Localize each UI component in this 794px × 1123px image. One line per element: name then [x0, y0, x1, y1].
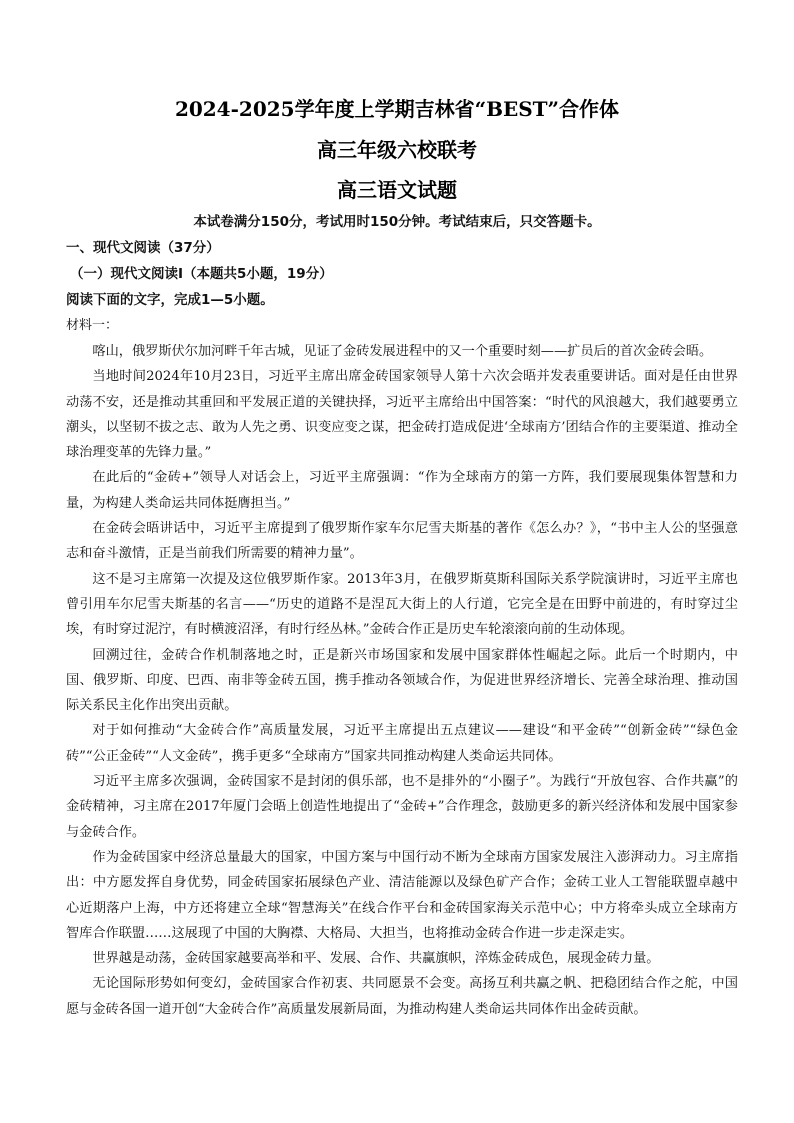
- reading-instruction: 阅读下面的文字，完成1—5小题。: [66, 292, 274, 308]
- paragraph: 在此后的“金砖+”领导人对话会上，习近平主席强调：“作为全球南方的第一方阵，我们要展现集体智慧和力量，为构建人类命运共同体挺膺担当。”: [66, 470, 738, 511]
- paragraph: 习近平主席多次强调，金砖国家不是封闭的俱乐部，也不是排外的“小圈子”。为践行“开放包容、合作共赢”的金砖精神，习主席在2017年厦门会晤上创造性地提出了“金砖+”合作理念，鼓励更多的新兴经济体和发展中国家参与金砖合作。: [66, 774, 738, 840]
- material-label: 材料一：: [66, 318, 119, 333]
- exam-title-line1: 2024-2025学年度上学期吉林省“BEST”合作体: [174, 97, 620, 121]
- section-heading-part1: 一、现代文阅读（37分）: [66, 240, 220, 256]
- paragraph: 回溯过往，金砖合作机制落地之时，正是新兴市场国家和发展中国家群体性崛起之际。此后一个时期内，中国、俄罗斯、印度、巴西、南非等金砖五国，携手推动各领域合作，为促进世界经济增长、完善全球治理、推动国际关系民主化作出突出贡献。: [66, 647, 738, 714]
- exam-subject-title: 高三语文试题: [337, 178, 457, 202]
- paragraph: 喀山，俄罗斯伏尔加河畔千年古城，见证了金砖发展进程中的又一个重要时刻——扩员后的首次金砖会晤。: [92, 344, 713, 359]
- section-heading-part1-sub1: （一）现代文阅读Ⅰ（本题共5小题，19分）: [70, 266, 333, 282]
- paragraph: 世界越是动荡，金砖国家越要高举和平、发展、合作、共赢旗帜，淬炼金砖成色，展现金砖力量。: [92, 951, 660, 967]
- exam-note: 本试卷满分150分，考试用时150分钟。考试结束后，只交答题卡。: [193, 214, 601, 230]
- paragraph: 对于如何推动“大金砖合作”高质量发展，习近平主席提出五点建议——建设“和平金砖”“创新金砖”“绿色金砖”“公正金砖”“人文金砖”，携手更多“全球南方”国家共同推动构建人类命运共同体。: [66, 723, 738, 764]
- exam-title-line2: 高三年级六校联考: [317, 138, 477, 162]
- material-body: [66, 339, 738, 1022]
- paragraph: 当地时间2024年10月23日，习近平主席出席金砖国家领导人第十六次会晤并发表重要讲话。面对是任由世界动荡不安，还是推动其重回和平发展正道的关键抉择，习近平主席给出中国答案：“时代的风浪越大，我们越要勇立潮头，以坚韧不拔之志、敢为人先之勇、识变应变之谋，把金砖打造成促进‘全球南方’团结合作的主要渠道、推动全球治理变革的先锋力量。”: [66, 369, 738, 461]
- paragraph: 作为金砖国家中经济总量最大的国家，中国方案与中国行动不断为全球南方国家发展注入澎湃动力。习主席指出：中方愿发挥自身优势，同金砖国家拓展绿色产业、清洁能源以及绿色矿产合作；金砖工业人工智能联盟卓越中心近期落户上海，中方还将建立全球“智慧海关”在线合作平台和金砖国家海关示范中心；中方将牵头成立全球南方智库合作联盟……这展现了中国的大胸襟、大格局、大担当，也将推动金砖合作进一步走深走实。: [66, 849, 738, 941]
- paragraph: 这不是习主席第一次提及这位俄罗斯作家。2013年3月，在俄罗斯莫斯科国际关系学院演讲时，习近平主席也曾引用车尔尼雪夫斯基的名言——“历史的道路不是涅瓦大街上的人行道，它完全是在田野中前进的，有时穿过尘埃，有时穿过泥泞，有时横渡沼泽，有时行经丛林。”金砖合作正是历史车轮滚滚向前的生动体现。: [66, 571, 738, 638]
- paragraph: 在金砖会晤讲话中，习近平主席提到了俄罗斯作家车尔尼雪夫斯基的著作《怎么办？》，“书中主人公的坚强意志和奋斗激情，正是当前我们所需要的精神力量”。: [66, 521, 738, 562]
- paragraph: 无论国际形势如何变幻，金砖国家合作初衷、共同愿景不会变。高扬互利共赢之帆、把稳团结合作之舵，中国愿与金砖各国一道开创“大金砖合作”高质量发展新局面，为推动构建人类命运共同体作出金砖贡献。: [66, 976, 738, 1017]
